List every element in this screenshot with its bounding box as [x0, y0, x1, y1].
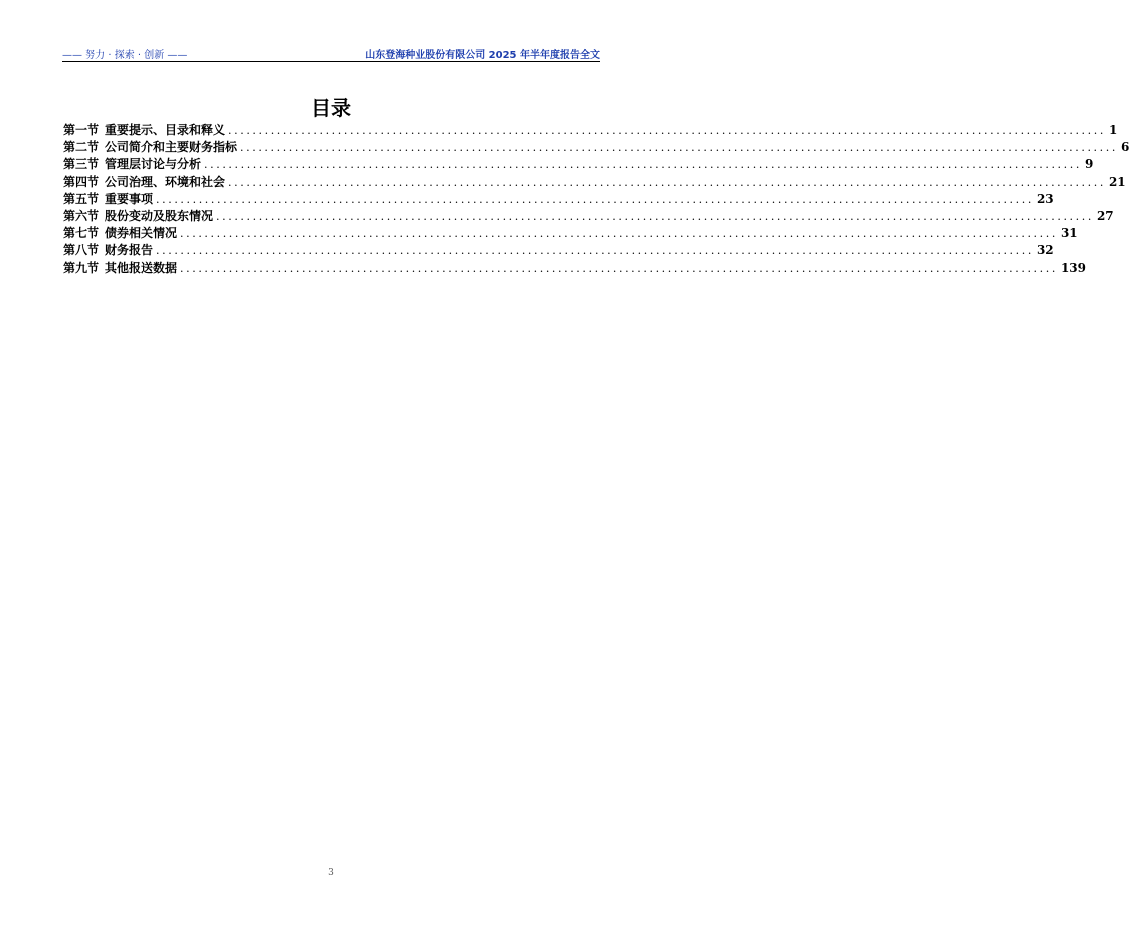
toc-leader: ................................................................................................................................................ — [228, 124, 1106, 137]
toc-entry[interactable] — [63, 138, 1129, 155]
toc-page-number: 139 — [1060, 260, 1087, 275]
toc-page-number: 9 — [1084, 157, 1094, 172]
toc-page-number: 1 — [1108, 123, 1118, 137]
toc-page-number: 21 — [1108, 174, 1126, 189]
toc-leader: ................................................................................................................................................ — [240, 141, 1118, 155]
toc-heading: 股份变动及股东情况 — [105, 208, 214, 223]
toc-leader: ................................................................................................................................................ — [204, 158, 1082, 172]
toc-chapter: 第三节 — [63, 157, 100, 172]
header-divider — [62, 61, 600, 62]
toc-leader: ................................................................................................................................................ — [180, 227, 1058, 241]
toc-leader: ................................................................................................................................................ — [156, 244, 1034, 258]
toc-entry[interactable] — [63, 173, 1126, 190]
toc-chapter: 第二节 — [63, 140, 100, 155]
toc-entry[interactable] — [63, 224, 1078, 241]
toc-chapter: 第九节 — [63, 260, 100, 275]
toc-heading: 其他报送数据 — [105, 260, 178, 275]
toc-heading: 财务报告 — [105, 243, 154, 258]
toc-heading: 债券相关情况 — [105, 226, 178, 241]
toc-page-number: 31 — [1060, 226, 1078, 241]
toc-heading: 公司治理、环境和社会 — [105, 174, 226, 189]
page-number: 3 — [328, 868, 334, 878]
toc-leader: ................................................................................................................................................ — [216, 209, 1094, 223]
toc-entry[interactable] — [63, 259, 1087, 276]
table-of-contents — [63, 121, 1129, 276]
toc-leader: ................................................................................................................................................ — [156, 192, 1034, 206]
toc-entry[interactable] — [63, 121, 1118, 138]
toc-heading: 公司简介和主要财务指标 — [105, 140, 238, 155]
toc-heading: 管理层讨论与分析 — [105, 157, 202, 172]
toc-leader: ................................................................................................................................................ — [228, 175, 1106, 189]
toc-chapter: 第七节 — [63, 226, 100, 241]
toc-title: 目录 — [311, 96, 351, 120]
toc-page-number: 6 — [1120, 140, 1129, 155]
toc-entry[interactable] — [63, 190, 1054, 207]
toc-heading: 重要事项 — [105, 191, 154, 206]
toc-entry[interactable] — [63, 207, 1114, 224]
toc-entry[interactable] — [63, 241, 1054, 258]
header-motto: —— 努力 · 探索 · 创新 —— — [62, 50, 188, 61]
toc-page-number: 23 — [1036, 191, 1054, 206]
toc-chapter: 第八节 — [63, 243, 100, 258]
header-report-title: 山东登海种业股份有限公司 2025 年半年度报告全文 — [365, 50, 600, 61]
toc-chapter: 第六节 — [63, 208, 100, 223]
page-header — [62, 46, 600, 60]
toc-heading: 重要提示、目录和释义 — [105, 123, 226, 137]
toc-chapter: 第四节 — [63, 174, 100, 189]
toc-leader: ................................................................................................................................................ — [180, 261, 1058, 275]
toc-page-number: 32 — [1036, 243, 1054, 258]
toc-entry[interactable] — [63, 155, 1094, 172]
toc-chapter: 第五节 — [63, 191, 100, 206]
toc-chapter: 第一节 — [63, 123, 100, 137]
toc-page-number: 27 — [1096, 208, 1114, 223]
